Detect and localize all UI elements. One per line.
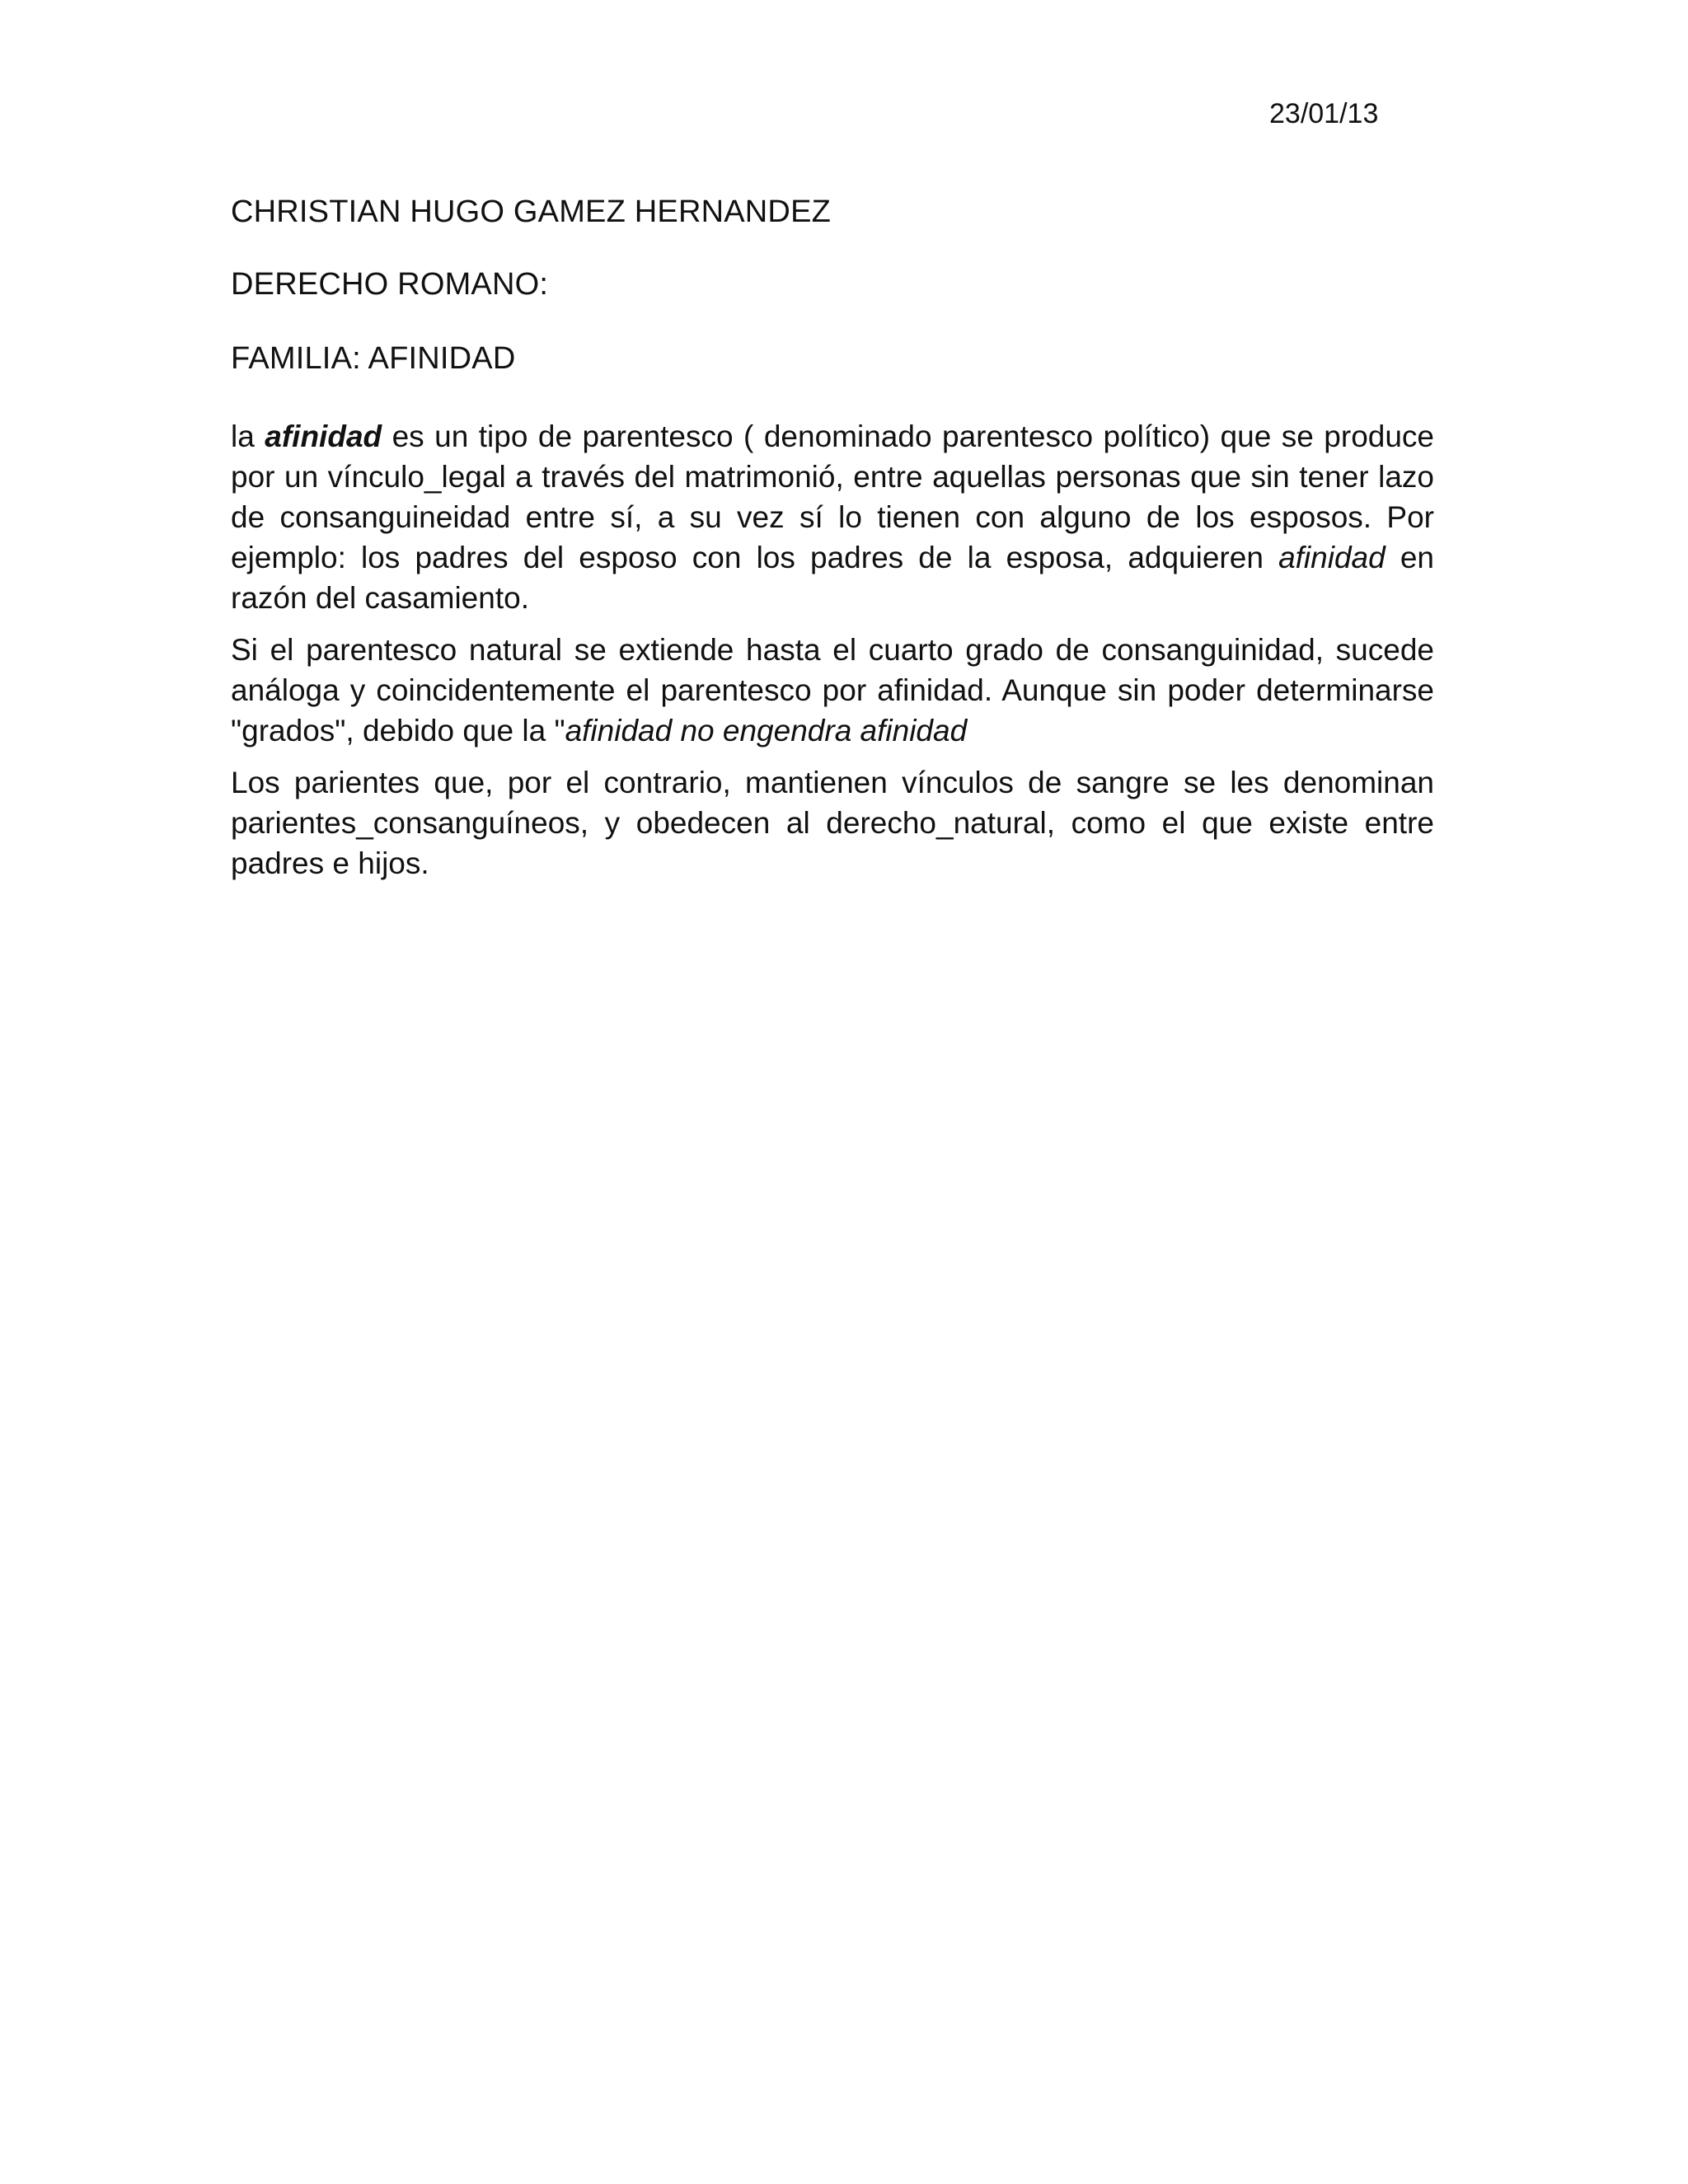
paragraph-consanguineous <box>231 762 1434 883</box>
quoted-phrase: afinidad no engendra afinidad <box>565 714 968 748</box>
topic-heading: FAMILIA: AFINIDAD <box>231 341 516 376</box>
term-afinidad-italic: afinidad <box>1278 541 1386 574</box>
subject-heading: DERECHO ROMANO: <box>231 267 549 302</box>
term-afinidad-bold: afinidad <box>265 419 382 453</box>
paragraph-tail: en razón del casamiento. <box>231 541 1435 615</box>
paragraph-body: Si el parentesco natural se extiende hasta el cuarto grado de consanguinidad, sucede análoga y coincidentemente el parentesco por afinidad. Aunque sin poder determinarse "grados", debido que la " <box>231 633 1434 748</box>
document-date: 23/01/13 <box>1269 98 1379 129</box>
paragraph-degrees <box>231 630 1434 751</box>
paragraph-body: es un tipo de parentesco ( denominado parentesco político) que se produce por un vínculo_legal a través del matrimonió, entre aquellas personas que sin tener lazo de consanguineidad entre sí, a su vez sí lo tienen con alguno de los esposos. Por ejemplo: los padres del esposo con los padres de la esposa, adquieren <box>231 419 1435 574</box>
author-name: CHRISTIAN HUGO GAMEZ HERNANDEZ <box>231 194 832 229</box>
paragraph-body: Los parientes que, por el contrario, mantienen vínculos de sangre se les denominan parientes_consanguíneos, y obedecen al derecho_natural, como el que existe entre padres e hijos. <box>231 766 1434 880</box>
paragraph-lead: la <box>231 419 265 453</box>
paragraph-definition <box>231 416 1434 618</box>
